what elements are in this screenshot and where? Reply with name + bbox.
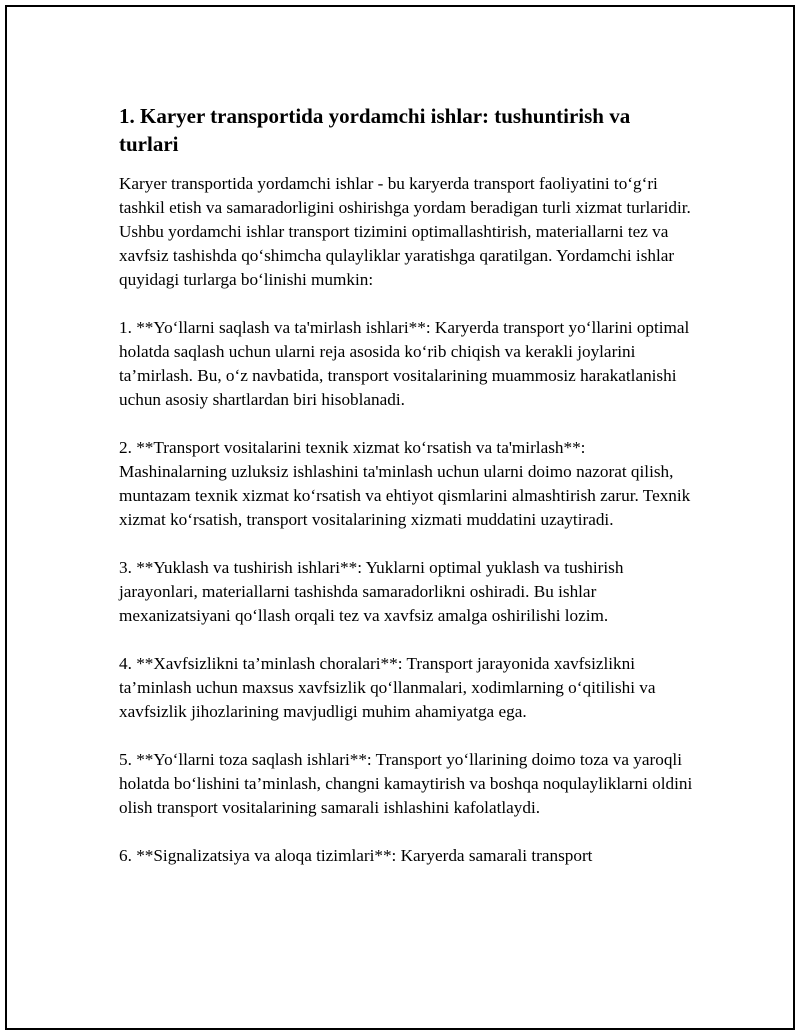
list-item-1: 1. **Yo‘llarni saqlash va ta'mirlash ishlari**: Karyerda transport yo‘llarini optimal holatda saqlash uchun ularni reja asosida ko‘rib chiqish va kerakli joylarini ta’mirlash. Bu, o‘z navbatida, transport vositalarining muammosiz harakatlanishi uchun asosiy shartlardan biri hisoblanadi. [119, 318, 690, 409]
list-item-2: 2. **Transport vositalarini texnik xizmat ko‘rsatish va ta'mirlash**: Mashinalarning uzluksiz ishlashini ta'minlash uchun ularni doimo nazorat qilish, muntazam texnik xizmat ko‘rsatish va ehtiyot qismlarini almashtirish zarur. Texnik xizmat ko‘rsatish, transport vositalarining xizmati muddatini uzaytiradi. [119, 438, 691, 529]
page-frame [5, 5, 795, 1030]
list-item-5: 5. **Yo‘llarni toza saqlash ishlari**: Transport yo‘llarining doimo toza va yaroqli holatda bo‘lishini ta’minlash, changni kamaytirish va boshqa noqulayliklarni oldini olish transport vositalarining samarali ishlashini kafolatlaydi. [119, 750, 693, 817]
document-body [119, 102, 694, 892]
intro-paragraph: Karyer transportida yordamchi ishlar - bu karyerda transport faoliyatini to‘g‘ri tashkil etish va samaradorligini oshirishga yordam beradigan turli xizmat turlaridir. Ushbu yordamchi ishlar transport tizimini optimallashtirish, materiallarni tez va xavfsiz tashishda qo‘shimcha qulayliklar yaratishga qaratilgan. Yordamchi ishlar quyidagi turlarga bo‘linishi mumkin: [119, 174, 691, 289]
list-item-3: 3. **Yuklash va tushirish ishlari**: Yuklarni optimal yuklash va tushirish jarayonlari, materiallarni tashishda samaradorlikni oshiradi. Bu ishlar mexanizatsiyani qo‘llash orqali tez va xavfsiz amalga oshirilishi lozim. [119, 558, 624, 625]
list-item-6: 6. **Signalizatsiya va aloqa tizimlari**: Karyerda samarali transport [119, 846, 593, 865]
list-item-4: 4. **Xavfsizlikni ta’minlash choralari**: Transport jarayonida xavfsizlikni ta’minlash uchun maxsus xavfsizlik qo‘llanmalari, xodimlarning o‘qitilishi va xavfsizlik jihozlarining mavjudligi muhim ahamiyatga ega. [119, 654, 656, 721]
document-title: 1. Karyer transportida yordamchi ishlar: tushuntirish va turlari [119, 104, 631, 156]
